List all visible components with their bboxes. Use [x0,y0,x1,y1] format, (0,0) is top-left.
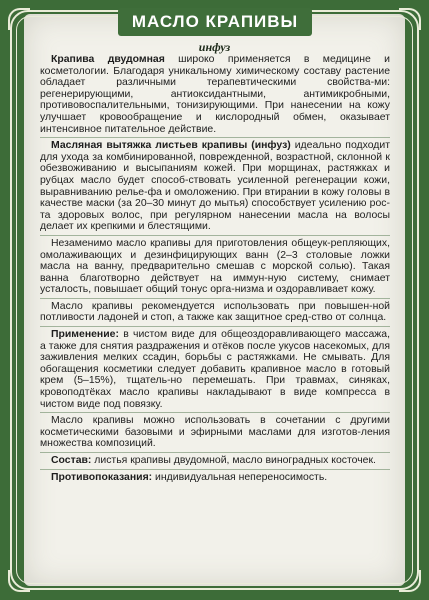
corner-ornament-icon [8,8,30,30]
paragraph-lead: Применение: [51,329,119,341]
paragraph [40,415,390,450]
corner-ornament-icon [8,570,30,592]
paragraph [40,54,390,135]
divider [40,298,390,299]
divider [40,469,390,470]
divider [40,235,390,236]
paragraph [40,455,390,467]
paragraph-lead: Масляная вытяжка листьев крапивы (инфуз) [51,140,291,152]
paragraph [40,329,390,410]
paragraph-text: Масло крапивы можно использовать в сочетании с другими косметическими базовыми и эфирными маслами для изготов-ления множества композиций. [40,415,390,450]
paragraph-lead: Противопоказания: [51,471,153,483]
paragraph-lead: Крапива двудомная [51,54,165,65]
paragraph [40,472,390,484]
title-banner [118,8,312,36]
paragraph-text: широко применяется в медицине и косметологии. Благодаря уникальному химическому составу растение обладает различными терапевтическими свойства-ми: регенерирующими, антиоксидантными, антимикробными, противовоспалительными, тонизирующими. При нанесении на кожу улучшает кровообращение и кислородный обмен, оказывает интенсивное питательное действие. [40,54,390,135]
paragraph-lead: Состав: [51,455,92,466]
divider [40,326,390,327]
paragraph-text: листья крапивы двудомной, масло виноградных косточек. [91,455,376,466]
corner-ornament-icon [399,8,421,30]
paragraph-text: в чистом виде для общеоздоравливающего массажа, а также для снятия раздражения и отёков после укусов насекомых, для заживления мелких ссадин, борьбы с растяжками. Не смывать. Для обогащения косметики следует добавить крапивное масло в готовый крем (5–15%), тщатель-но перемешать. При травмах, синяках, кровоподтёках масло крапивы накладывают в виде компресса в чистом виде под повязку. [40,329,390,410]
divider [40,412,390,413]
paragraph [40,301,390,324]
divider [40,137,390,138]
description-body [40,54,390,485]
paragraph-text: Незаменимо масло крапивы для приготовления общеук-репляющих, омолаживающих и дезинфицирующих ванн (2–3 столовые ложки масла на ванну, предварительно смешав с морской солью). Такая ванна благотворно действует на иммун-ную систему, снимает усталость, повышает общий тонус орга-низма и оздоравливает кожу. [40,237,390,296]
paragraph-text: идеально подходит для ухода за комбинированной, поврежденной, возрастной, склонной к обезвоживанию и высыпаниям кожей. При морщинах, растяжках и рубцах масло будет способ-ствовать усиленной регенерации кожи, выравниванию релье-фа и омоложению. При втирании в кожу головы в качестве маски (за 20–30 минут до мытья) способствует усилению рос-та здоровых волос, при регулярном нанесении масла на волосы делает их крепкими и блестящими. [40,140,390,233]
corner-ornament-icon [399,570,421,592]
page-subtitle: инфуз [198,40,231,54]
paragraph-text: индивидуальная непереносимость. [152,471,328,483]
paragraph [40,238,390,296]
divider [40,452,390,453]
paragraph [40,140,390,233]
page-title: МАСЛО КРАПИВЫ [131,12,299,31]
paragraph-text: Масло крапивы рекомендуется использовать при повышен-ной потливости ладоней и стоп, а также как защитное сред-ство от солнца. [40,300,390,324]
